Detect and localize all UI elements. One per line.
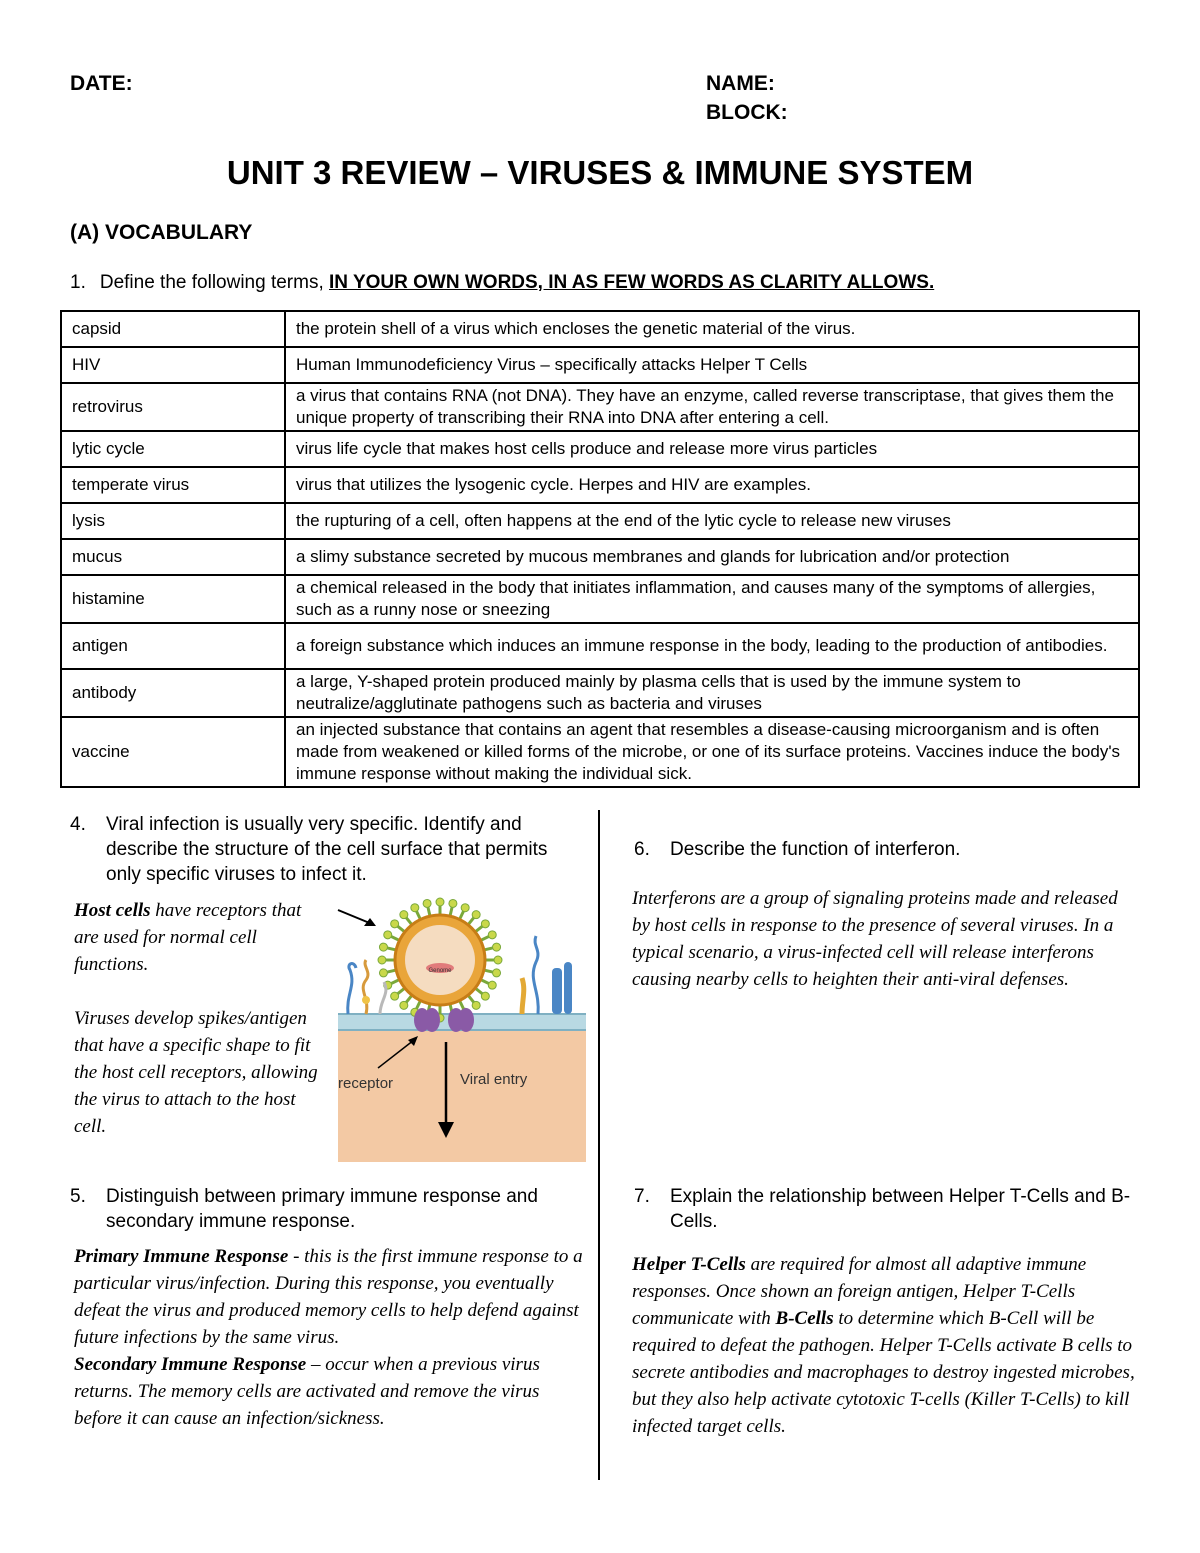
- vocab-row: [61, 311, 1139, 347]
- answer-4-part-2: Viruses develop spikes/antigen that have a specific shape to fit the host cell receptors, allowing the virus to attach to the host cell.: [74, 1008, 318, 1137]
- question-emphasis: IN YOUR OWN WORDS, IN AS FEW WORDS AS CLARITY ALLOWS: [329, 272, 929, 293]
- virus-spike: [436, 898, 444, 906]
- answer-bold-term: Host cells: [74, 900, 151, 921]
- section-heading-vocabulary: (A) VOCABULARY: [70, 221, 253, 244]
- vocab-term: capsid: [61, 311, 285, 347]
- virus-spike: [472, 911, 480, 919]
- secondary-response-term: Secondary Immune Response: [74, 1354, 307, 1375]
- virus-spike: [378, 956, 386, 964]
- cytoplasm: [338, 1028, 586, 1162]
- vocab-row: [61, 623, 1139, 669]
- vocab-term: temperate virus: [61, 467, 285, 503]
- viral-entry-label: Viral entry: [460, 1071, 528, 1088]
- question-6: [634, 837, 1134, 862]
- genome-label: Genome: [428, 968, 452, 974]
- secondary-response-text: – occur when a previous virus returns. The memory cells are activated and remove the virus before it can cause an infection/sickness.: [74, 1354, 540, 1429]
- answer-text: are required for almost all adaptive immune responses. Once shown an foreign antigen, Helper T-Cells communicate with: [632, 1254, 1087, 1329]
- vocab-term: antibody: [61, 669, 285, 717]
- virus-spike: [391, 920, 399, 928]
- virus-spike: [481, 992, 489, 1000]
- question-number: 1.: [70, 272, 86, 293]
- question-7: [634, 1184, 1144, 1234]
- receptor-label: receptor: [338, 1075, 394, 1092]
- question-number: 7.: [634, 1186, 650, 1207]
- vocab-row: [61, 467, 1139, 503]
- primary-response-text: - this is the first immune response to a particular virus/infection. During this response, you eventually defeat the virus and produced memory cells to help defend against future infections by the same virus.: [74, 1246, 583, 1348]
- virus-spike: [472, 1001, 480, 1009]
- vocab-row: [61, 383, 1139, 431]
- answer-7: [632, 1251, 1147, 1440]
- vocab-term: histamine: [61, 575, 285, 623]
- vocab-row: [61, 431, 1139, 467]
- virus-spike: [481, 920, 489, 928]
- column-divider: [598, 810, 600, 1480]
- vocab-term: retrovirus: [61, 383, 285, 431]
- question-number: 4.: [70, 814, 86, 835]
- vocab-definition: the protein shell of a virus which encloses the genetic material of the virus.: [285, 311, 1139, 347]
- virus-spike: [379, 943, 387, 951]
- vocab-definition: an injected substance that contains an agent that resembles a disease-causing microorganism and is often made from weakened or killed forms of the microbe, or one of its surface proteins. Vaccines induce the body's immune response without making the individual sick.: [285, 717, 1139, 787]
- virus-spike: [488, 931, 496, 939]
- virus-interior: [405, 925, 475, 995]
- question-5: [70, 1184, 580, 1234]
- virus-spike: [391, 992, 399, 1000]
- question-1: [70, 272, 934, 294]
- vocab-definition: a slimy substance secreted by mucous membranes and glands for lubrication and/or protection: [285, 539, 1139, 575]
- vocab-row: [61, 503, 1139, 539]
- vocab-term: mucus: [61, 539, 285, 575]
- answer-text-continued: to determine which B-Cell will be required to defeat the pathogen. Helper T-Cells activate B cells to secrete antibodies and macrophages to destroy ingested microbes, but they also help activate cytotoxic T-cells (Killer T-Cells) to kill infected target cells.: [632, 1308, 1135, 1437]
- vocab-term: HIV: [61, 347, 285, 383]
- block-label: BLOCK:: [706, 101, 788, 124]
- vocab-row: [61, 717, 1139, 787]
- surface-protein-right: [522, 978, 524, 1014]
- question-text: Viral infection is usually very specific. Identify and describe the structure of the cell surface that permits only specific viruses to infect it.: [106, 814, 548, 885]
- virus-spike: [400, 911, 408, 919]
- question-text: Define the following terms,: [99, 272, 330, 293]
- virus-spike: [379, 969, 387, 977]
- question-text: Describe the function of interferon.: [670, 839, 961, 860]
- question-number: 5.: [70, 1186, 86, 1207]
- virus-spike: [461, 904, 469, 912]
- question-text: Explain the relationship between Helper T-Cells and B-Cells.: [670, 1186, 1131, 1232]
- vocab-definition: a virus that contains RNA (not DNA). They have an enzyme, called reverse transcriptase, that gives them the unique property of transcribing their RNA into DNA after entering a cell.: [285, 383, 1139, 431]
- virus-spike: [411, 904, 419, 912]
- vocab-definition: virus life cycle that makes host cells produce and release more virus particles: [285, 431, 1139, 467]
- date-label: DATE:: [70, 72, 133, 95]
- virus-spike: [423, 899, 431, 907]
- helper-t-cells-term: Helper T-Cells: [632, 1254, 746, 1275]
- b-cells-term: B-Cells: [775, 1308, 834, 1329]
- primary-response-term: Primary Immune Response: [74, 1246, 289, 1267]
- question-number: 6.: [634, 839, 650, 860]
- question-end: .: [928, 272, 935, 293]
- vocab-term: lysis: [61, 503, 285, 539]
- vocab-definition: the rupturing of a cell, often happens at the end of the lytic cycle to release new viruses: [285, 503, 1139, 539]
- virus-spike: [493, 943, 501, 951]
- vocab-definition: a chemical released in the body that initiates inflammation, and causes many of the symptoms of allergies, such as a runny nose or sneezing: [285, 575, 1139, 623]
- question-text: Distinguish between primary immune response and secondary immune response.: [106, 1186, 538, 1232]
- vocab-definition: a large, Y-shaped protein produced mainly by plasma cells that is used by the immune system to neutralize/agglutinate pathogens such as bacteria and viruses: [285, 669, 1139, 717]
- virus-spike: [384, 931, 392, 939]
- vocab-definition: a foreign substance which induces an immune response in the body, leading to the production of antibodies.: [285, 623, 1139, 669]
- vocabulary-table: [60, 310, 1140, 788]
- answer-6: Interferons are a group of signaling proteins made and released by host cells in response to the presence of several viruses. In a typical scenario, a virus-infected cell will release interferons causing nearby cells to heighten their anti-viral defenses.: [632, 888, 1118, 990]
- vocab-row: [61, 539, 1139, 575]
- name-label: NAME:: [706, 72, 775, 95]
- answer-4-part-1: [74, 897, 324, 978]
- vocab-definition: virus that utilizes the lysogenic cycle. Herpes and HIV are examples.: [285, 467, 1139, 503]
- vocab-row: [61, 347, 1139, 383]
- viral-entry-figure: [336, 890, 588, 1162]
- virus-spike: [400, 1001, 408, 1009]
- vocab-definition: Human Immunodeficiency Virus – specifically attacks Helper T Cells: [285, 347, 1139, 383]
- question-4: [70, 812, 560, 887]
- vocab-term: lytic cycle: [61, 431, 285, 467]
- vocab-row: [61, 575, 1139, 623]
- vocab-term: antigen: [61, 623, 285, 669]
- vocab-term: vaccine: [61, 717, 285, 787]
- page-title: UNIT 3 REVIEW – VIRUSES & IMMUNE SYSTEM: [226, 154, 974, 191]
- virus-spike: [494, 956, 502, 964]
- vocab-row: [61, 669, 1139, 717]
- virus-spike: [488, 981, 496, 989]
- virus-spike: [449, 899, 457, 907]
- answer-5: [74, 1243, 584, 1432]
- answer-text: have receptors that are used for normal cell functions.: [74, 900, 302, 975]
- virus-spike: [493, 969, 501, 977]
